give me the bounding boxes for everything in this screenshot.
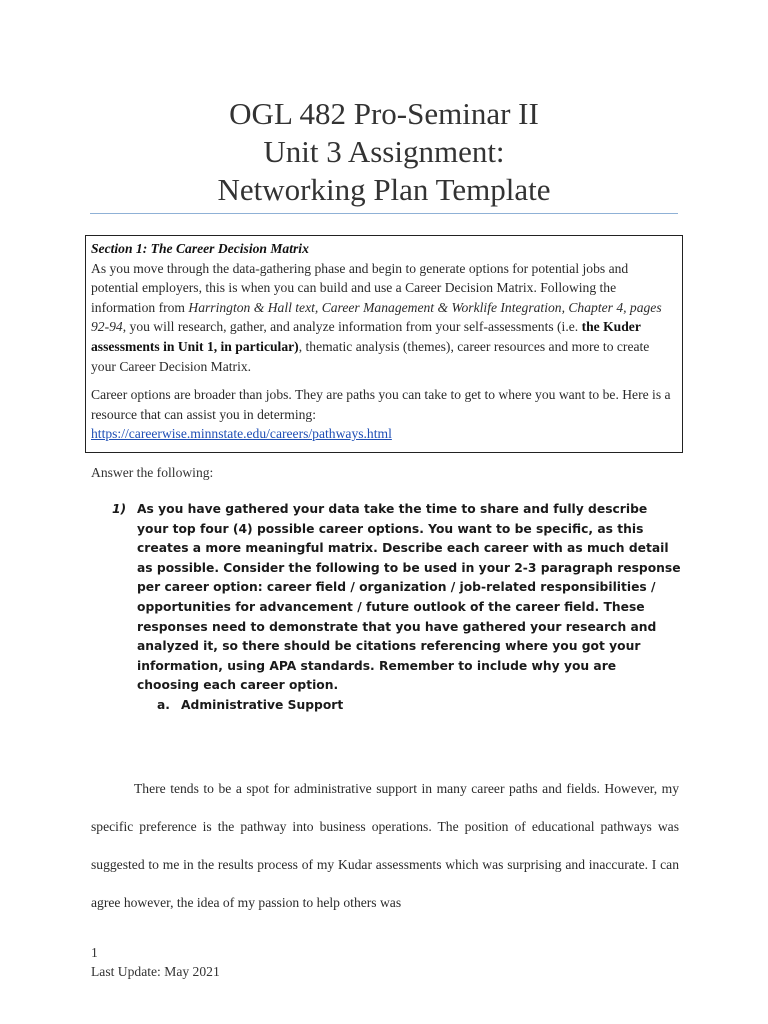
title-line-3: Networking Plan Template	[217, 172, 551, 207]
document-title	[0, 95, 768, 209]
section-1-text-c: , thematic analysis (themes), career resources and more to create your Career Decision Matrix.	[91, 338, 650, 374]
section-1-heading: Section 1: The Career Decision Matrix	[91, 241, 309, 256]
page-footer	[91, 943, 220, 981]
essay-paragraph: There tends to be a spot for administrative support in many career paths and fields. However, my specific preference is the pathway into business operations. The position of educational pathways was suggested to me in the results process of my Kudar assessments which was surprising and inaccurate. I can agree however, the idea of my passion to help others was	[91, 781, 679, 910]
question-1-number: 1)	[112, 502, 127, 516]
section-1-paragraph-2	[91, 385, 677, 444]
page-number: 1	[91, 945, 98, 960]
title-line-2: Unit 3 Assignment:	[263, 134, 505, 169]
subsection-a-heading	[157, 698, 343, 712]
subsection-letter: a.	[157, 698, 170, 712]
last-update-note: Last Update: May 2021	[91, 964, 220, 979]
subsection-label: Administrative Support	[181, 698, 344, 712]
section-1-text-b: , you will research, gather, and analyze information from your self-assessments (i.e.	[122, 319, 582, 335]
section-1-citation: Harrington & Hall text, Career Management & Worklife Integration, Chapter 4, pages 92-94	[91, 299, 662, 335]
question-1-text: As you have gathered your data take the time to share and fully describe your top four (4) possible career options. You want to be specific, as this creates a more meaningful matrix. Describe each career with as much detail as possible. Consider the following to be used in your 2-3 paragraph response per career option: career field / organization / job-related responsibilities / opportunities for advancement / future outlook of the career field. These responses need to demonstrate that you have gathered your research and analyzed it, so there should be citations referencing where you got your information, using APA standards. Remember to include why you are choosing each career option.	[137, 502, 681, 693]
section-1-box	[85, 235, 683, 453]
career-pathways-link[interactable]: https://careerwise.minnstate.edu/careers/pathways.html	[91, 426, 392, 442]
section-1-paragraph-1	[91, 259, 677, 377]
essay-body	[91, 770, 679, 922]
question-1	[112, 500, 682, 696]
title-line-1: OGL 482 Pro-Seminar II	[229, 96, 539, 131]
section-1-text-a: As you move through the data-gathering phase and begin to generate options for potential jobs and potential employers, this is when you can build and use a Career Decision Matrix. Following the information from	[91, 260, 629, 315]
section-1-text-p2: Career options are broader than jobs. They are paths you can take to get to where you want to be. Here is a resource that can assist you in determing:	[91, 387, 671, 422]
title-divider	[90, 213, 678, 214]
section-1-bold-note: the Kuder assessments in Unit 1, in particular)	[91, 319, 641, 354]
answer-intro: Answer the following:	[91, 465, 214, 480]
